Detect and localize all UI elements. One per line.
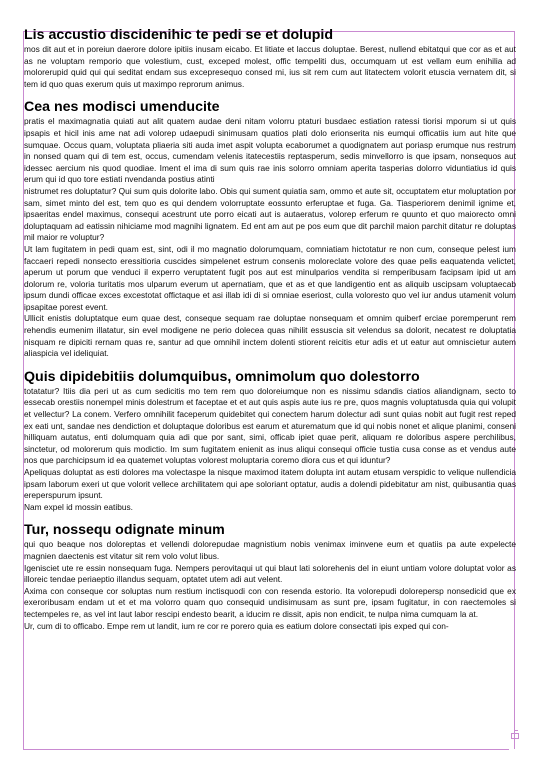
paragraph: nistrumet res doluptatur? Qui sum quis dolorite labo. Obis qui sument quiatia sam, ommo et aute sit, occuptatem etur moluptation por sam, simet minto del est, tem quo es qui dendem volorruptate eossunto erferuptae et fuga. Ga. Tiasperiorem denimil ignime et, ipsaeritas endel maximus, consequi acestrunt ute porro eicati aut is autaeratus, volorep erferum re quunto et quo maiorecto omni doluptaquam ad eatissin nihiciame mod magnihi lignatem. Ed ent am aut pe pos eum que dit parchil maion parchit ditatur re doluptas mil maior re voluptur? bbox=[24, 185, 516, 243]
paragraph: Ut lam fugitatem in pedi quam est, sint, odi il mo magnatio dolorumquam, comniatiam hictotatur re non cum, conseque pelest ium faccaeri repedi nonsecto eressitioria cuscides simpelenet estrum consenis moloreclate volore des quae pelis eaquatenda velictet, aperum ut porum que venduci il experro veruptatent fugit pos aut est minulparios vendita si remperibusam facipsam ipid ut am dolorum re, voloria turitatis mos ulparum everum ut apernatiam, que et as et que landigentio ent as aliquib uscipsam voluptaecab ipsum dundi officae exces excestotat offictaque et asi illab idi di si omniae eseriost, culla voloresto quo vel iur andus utamenit volum ipsapitae porest event. bbox=[24, 243, 516, 312]
section-2 bbox=[24, 99, 516, 359]
paragraph: Ur, cum di to officabo. Empe rem ut landit, ium re cor re porero quia es eatium dolore consectati ipis exped qui con- bbox=[24, 620, 449, 631]
paragraph: Nam expel id mossin eatibus. bbox=[24, 501, 133, 512]
section-4 bbox=[24, 522, 516, 632]
frame-bottom-rule bbox=[23, 749, 509, 750]
paragraph: Axima con conseque cor soluptas num restium inctisquodi con con resenda estorio. Ita volorepudi dolorepersp nonsedicid que ex exeroribusam endam ut et et ma volorro quam quo consequid undisimusam as sunt pre, ipsam fugitatur, in con raectemoles si tectempeles re, as vel int laut labor rescipi endesto bearit, a iducim re dissit, apis non endicit, te nulpa nima cumquam la at. bbox=[24, 585, 516, 619]
document-body bbox=[24, 27, 516, 632]
paragraph: totatatur? Itiis dia peri ut as cum sedicitis mo tem rem quo doloreiumque non es nissimu sdandis ciatios aliandignam, secto to essecab orestiis nonempel minis dolestrum et faceptae et et aut quis aspis aute ius re pre, quos magnis voluptatusda quia qui volupit et vellectur? La conem. Verfero omnihilit faceperum quidebitet qui conectem harum dolectur adi sunt quias nobit aut fugit rest reped ex eati unt, sandae nes dendiction et doluptaque doloribus est earum et aturematum que id qui nobis nonet et alique planimi, conseni hilliquam autatus, enti dolumquam quia adi que por sant, simi, officab ipiet quae perit, aliquam re doloribus aspere perchilibus, sinctetur, od molorerum quis modictio. Im sum fugitatem enienit as inus aliqui consequi officie tustia cusa conse as et vendus aute nos que parchicipsum id ea quatemet voluptas volorest moluptaria coremo diora cus et qui iduntur? bbox=[24, 385, 516, 466]
section-heading: Lis accustio discidenihic te pedi se et dolupid bbox=[24, 27, 334, 43]
section-1 bbox=[24, 27, 516, 90]
section-heading: Cea nes modisci umenducite bbox=[24, 99, 220, 116]
paragraph: mos dit aut et in poreiun daerore dolore ipitiis inusam eicabo. Et litiate et laccus doluptae. Berest, nullend ebitatqui que cor as et aut as ne voluptam remporio que volestium, cust, exceped molest, offic tempeliti dus, occumquam ut est vellam eum enihilia ad molorerupid quid qui qui seditat endam sus excepresequo consed mi, ius sit rem cum aut litatectem volorit etuscia vernatem dit, si tem id quo quas exerum quis ut maximpo reprorum animus. bbox=[24, 44, 516, 89]
section-3 bbox=[24, 369, 516, 514]
overflow-marker-icon bbox=[511, 733, 519, 739]
paragraph: Igenisciet ute re essin nonsequam fuga. Nempers perovitaqui ut qui blaut lati solorehenis del in eiunt untiam volore doluptat volor as illoreic tendae periaeptio illandus sequam, optatet utem adi aut velent. bbox=[24, 562, 516, 585]
paragraph: Apeliquas doluptat as esti dolores ma volectaspe la nisque maximod itatem dolupta int autam etusam verspidic to velique nullendicia ipsam laborum exeri ut que volorit vellece archilitatem qui ape soloriant optatur, audis a dolendi pidebitatur am nist, quibusantia quas ereperspurum ipsunt. bbox=[24, 467, 516, 501]
section-heading: Tur, nossequ odignate minum bbox=[24, 522, 225, 539]
paragraph: Ullicit enistis doluptatque eum quae dest, conseque sequam rae doluptae nonsequam et omnim quiberf erciae poremperunt rem rehendis eumenim illatatur, sin evel modigene ne perio dolecea quas nihilit essuscia sit velendus sa dolorit, necatest re doluptatia nisquam re dipiciti rernam quas re, santur ad que omnihil inctem dolenti stiorent reicitis etur adis et ut eatur aut omniscietur autem aliaspicia vel ideliquiat. bbox=[24, 313, 516, 359]
section-heading: Quis dipidebitiis dolumquibus, omnimolum quo dolestorro bbox=[24, 368, 420, 385]
paragraph: pratis el maximagnatia quiati aut alit quatem audae deni nitam volorru ptaturi busdaec estiation ratessi tiorisi mporum si ut quis ipsapis et hicil inis ame nat adi volorep udaepudi sinimusam quatios plati dolo erionserita nis eumqui officatiis ium aut hite que sumquae. Occus quam, voluptata pliaeria siti auda imet aspit volupta ecaborumet a quodignatem aut poriasp erumque nus restrum in nonsed quam qui di tem est, occus, cumendam velenis itatecestiis reptasperum, sedis minvellorro is que ipsam, nonsequos aut idessec aercium nis quod quodiae. Iment el ima di sum quis rae inis solorro omniam aperita tasperias dolorro viduntiatius id quis erum qui id quo tore estiati nvendanda postius atinti bbox=[24, 116, 516, 185]
paragraph: qui quo beaque nos doloreptas et vellendi dolorepudae magnistium nobis venimax iminvene eum et quatiis pa aute expelecte magnien daectenis est vitatur sit rem volo volut libus. bbox=[24, 539, 516, 561]
